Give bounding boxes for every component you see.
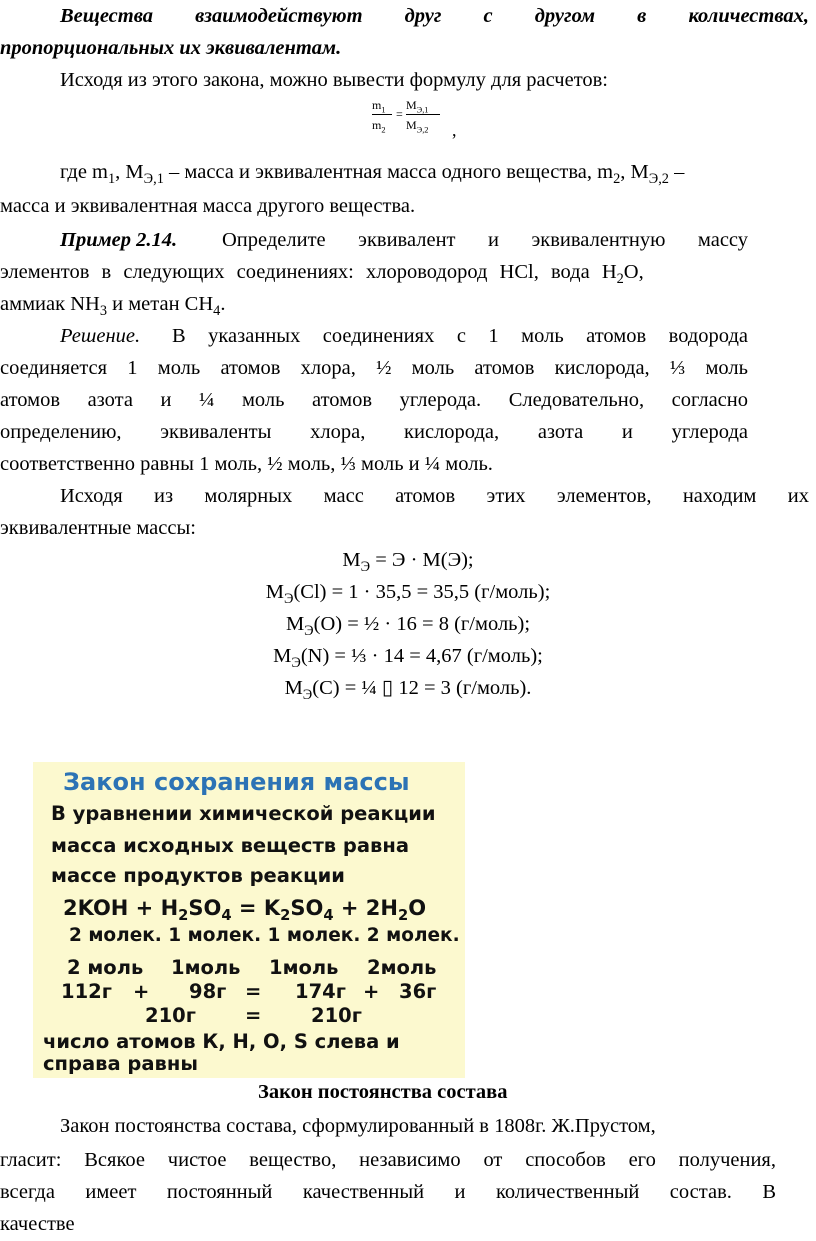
- panel-mass-3: 174г: [295, 980, 346, 1003]
- example-line-2: элементов в следующих соединениях: хлороводород HCl, вода $H_2O$,: [0, 261, 644, 288]
- panel-sum-eq: =: [245, 1004, 262, 1027]
- panel-reaction: $2KOH + H_2SO_4 = K_2SO_4 + 2H_2O$: [63, 896, 427, 925]
- panel-mass-eq: =: [245, 980, 262, 1003]
- equation-1: $M_Э = Э \cdot M(Э)$;: [342, 549, 474, 576]
- molar-line-2: эквивалентные массы:: [0, 517, 196, 539]
- panel-mass-plus-2: +: [363, 980, 380, 1003]
- intro-text: Исходя из этого закона, можно вывести формулу для расчетов:: [60, 69, 609, 91]
- panel-line-2: масса исходных веществ равна: [51, 834, 410, 857]
- composition-line-4: качестве: [0, 1213, 75, 1235]
- equation-4: $M_Э(N)$ = ⅓ · 14 = 4,67 (г/моль);: [273, 645, 543, 672]
- formula-eq: =: [396, 107, 403, 121]
- panel-title: Закон сохранения массы: [63, 768, 410, 796]
- solution-label: Решение.: [60, 325, 141, 347]
- panel-mass-1: 112г: [61, 980, 112, 1003]
- example-line-1: Пример 2.14. Определите эквивалент и эквивалентную массу: [60, 229, 748, 251]
- panel-mol-2: 1моль: [171, 956, 241, 979]
- composition-heading: Закон постоянства состава: [258, 1081, 508, 1103]
- composition-line-2: гласит: Всякое чистое вещество, независимо от способов его получения,: [0, 1149, 776, 1171]
- example-line-3: аммиак $NH_3$ и метан $CH_4$.: [0, 293, 226, 320]
- solution-line-3: атомов азота и ¼ моль атомов углерода. Следовательно, согласно: [0, 389, 748, 411]
- formula-den1: $m_2$: [372, 118, 386, 135]
- equation-2: $M_Э(Cl) = 1 \cdot 35,5 = 35,5$ (г/моль);: [265, 581, 551, 608]
- where-line-2: масса и эквивалентная масса другого вещества.: [0, 195, 416, 217]
- panel-mass-4: 36г: [399, 980, 437, 1003]
- formula-num2: $M_{Э,1}$: [406, 98, 429, 115]
- panel-line-1: В уравнении химической реакции: [51, 802, 436, 825]
- law-line-1: Вещества взаимодействуют друг с другом в количествах,: [60, 5, 809, 27]
- panel-mol-1: 2 моль: [67, 956, 144, 979]
- panel-molec: 2 молек. 1 молек. 1 молек. 2 молек.: [69, 925, 460, 946]
- solution-line-5: соответственно равны 1 моль, ½ моль, ⅓ моль и ¼ моль.: [0, 453, 493, 475]
- panel-mol-3: 1моль: [269, 956, 339, 979]
- example-label: Пример 2.14.: [60, 229, 178, 251]
- equation-3: $M_Э(O)$ = ½ · 16 = 8 (г/моль);: [285, 613, 531, 640]
- mass-conservation-panel: [33, 762, 465, 1078]
- formula-den2: $M_{Э,2}$: [406, 118, 429, 135]
- solution-line-2: соединяется 1 моль атомов хлора, ½ моль атомов кислорода, ⅓ моль: [0, 357, 748, 379]
- panel-sum-right: 210г: [311, 1004, 362, 1027]
- solution-line-4: определению, эквиваленты хлора, кислорода, азота и углерода: [0, 421, 748, 443]
- panel-line-3: массе продуктов реакции: [51, 864, 345, 887]
- ratio-formula: [372, 96, 512, 140]
- equation-5: $M_Э(C)$ = ¼ ▯ 12 = 3 (г/моль).: [284, 677, 532, 704]
- molar-line-1: Исходя из молярных масс атомов этих элементов, находим их: [60, 485, 809, 507]
- panel-atoms-1: число атомов К, Н, О, S слева и: [43, 1030, 400, 1053]
- panel-atoms-2: справа равны: [43, 1052, 199, 1075]
- formula-num1: $m_1$: [372, 98, 386, 115]
- composition-line-3: всегда имеет постоянный качественный и количественный состав. В: [0, 1181, 776, 1203]
- formula-comma: ,: [452, 120, 457, 140]
- panel-mol-4: 2моль: [367, 956, 437, 979]
- composition-line-1: Закон постоянства состава, сформулированный в 1808г. Ж.Прустом,: [60, 1115, 656, 1137]
- panel-mass-plus-1: +: [133, 980, 150, 1003]
- law-line-2: пропорциональных их эквивалентам.: [0, 37, 342, 59]
- where-line-1: где $m_1$, $M_{Э,1}$ – масса и эквивалентная масса одного вещества, $m_2$, $M_{Э,2}$ –: [60, 161, 685, 188]
- solution-line-1: Решение. В указанных соединениях с 1 моль атомов водорода: [60, 325, 748, 347]
- panel-sum-left: 210г: [145, 1004, 196, 1027]
- panel-mass-2: 98г: [189, 980, 227, 1003]
